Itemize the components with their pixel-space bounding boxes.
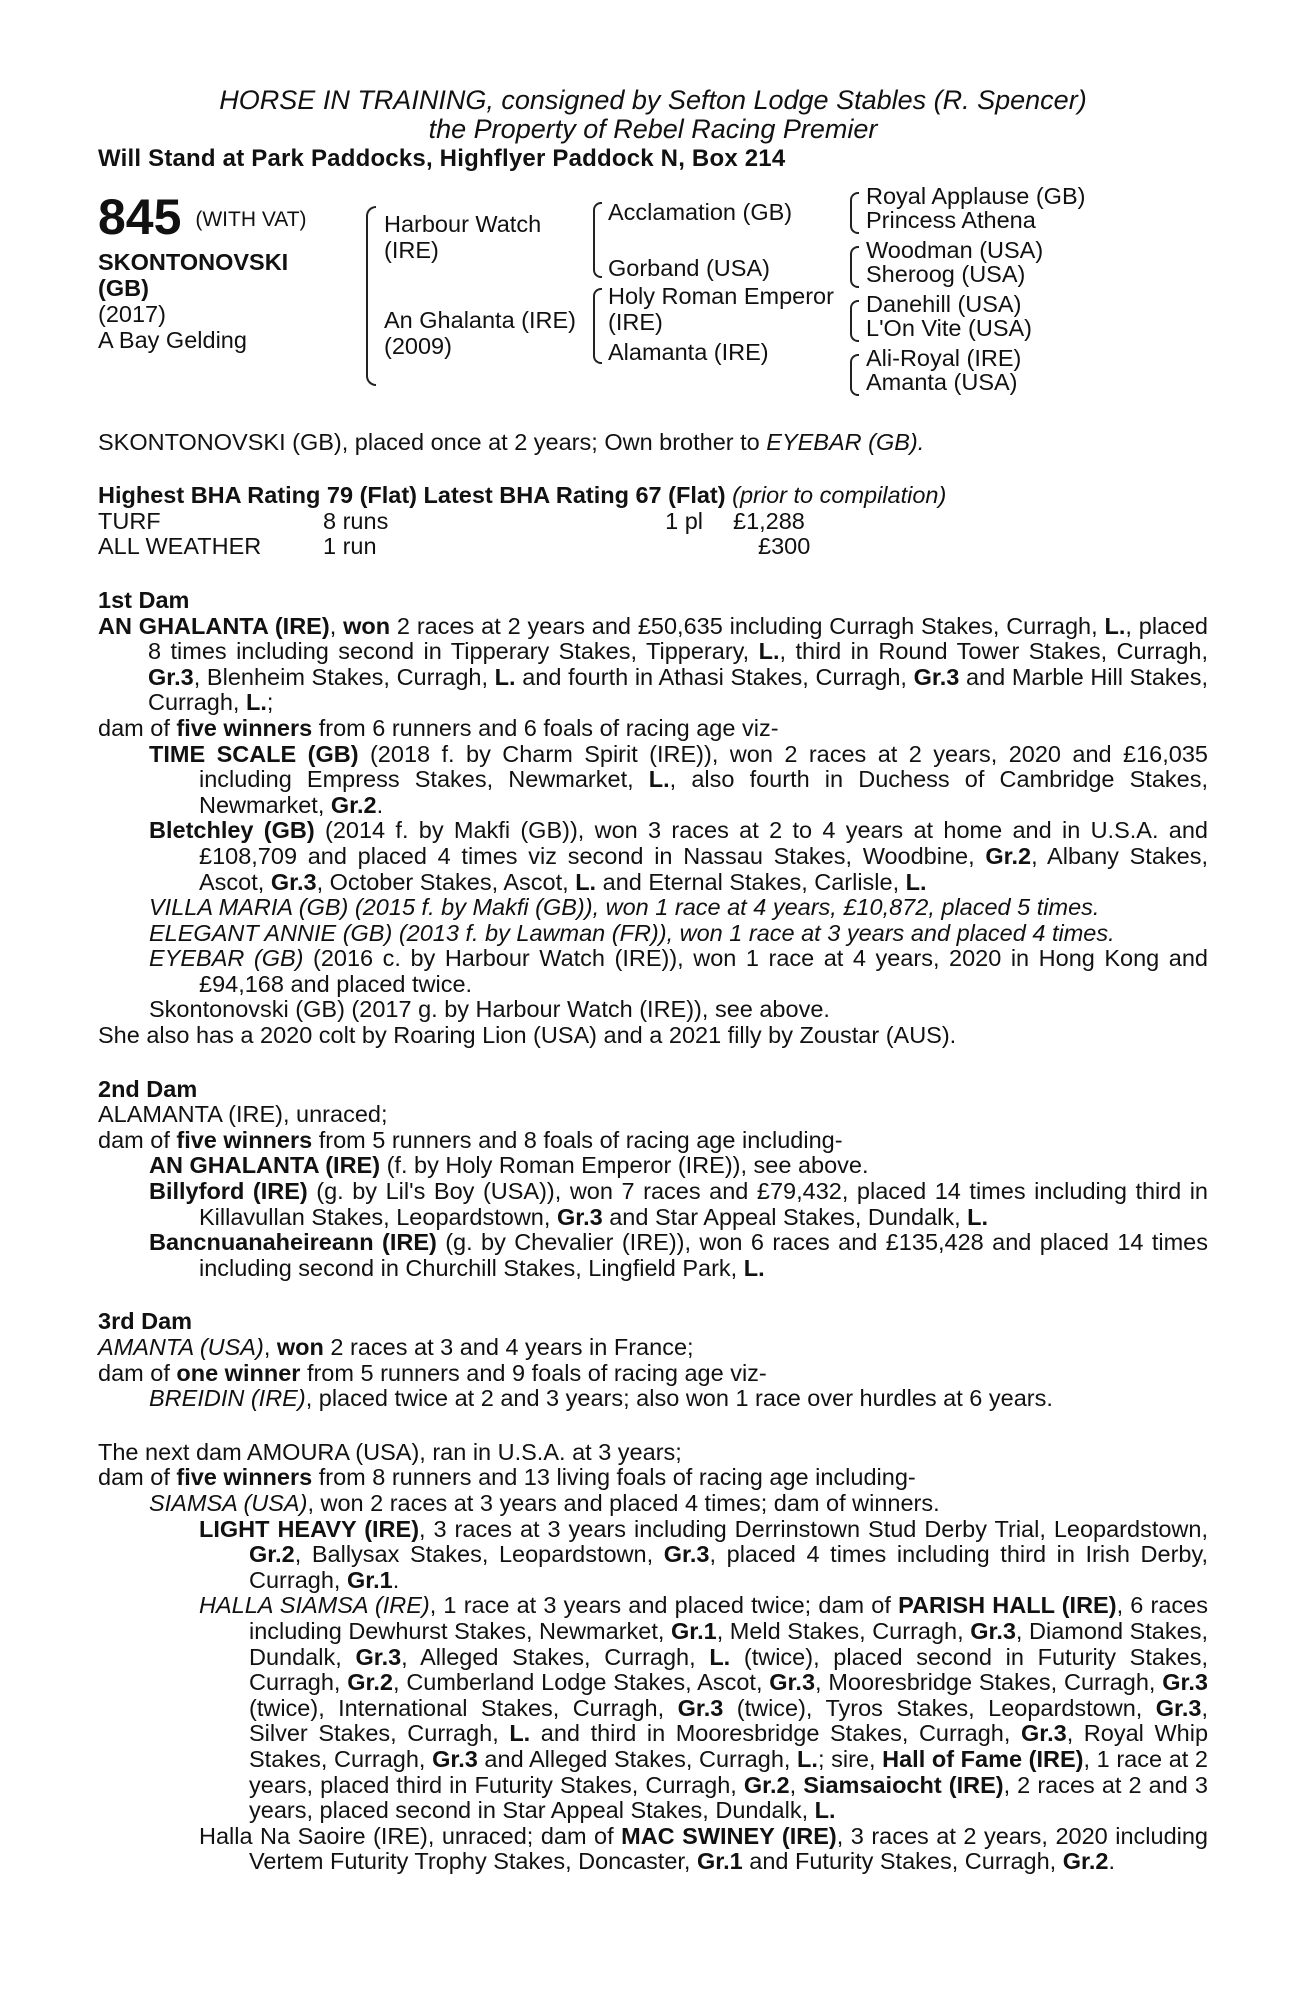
rating-note: (prior to compilation) <box>732 482 947 509</box>
first-dam-produce-line: dam of five winners from 6 runners and 6 foals of racing age viz- <box>98 714 779 741</box>
produce-villa-maria: VILLA MARIA (GB) (2015 f. by Makfi (GB)), won 1 race at 4 years, £10,872, placed 5 times. <box>149 894 1100 921</box>
header-line-1: HORSE IN TRAINING, consigned by Sefton Lodge Stables (R. Spencer) <box>219 85 1087 115</box>
brace-1 <box>366 206 376 386</box>
third-dam-line: AMANTA (USA), won 2 races at 3 and 4 years in France; <box>98 1334 694 1360</box>
g-dds: Ali-Royal (IRE) <box>866 344 1022 371</box>
stand-location: Will Stand at Park Paddocks, Highflyer Paddock N, Box 214 <box>98 145 786 172</box>
rating-section <box>98 483 1208 560</box>
g-sds: Woodman (USA) <box>866 236 1044 263</box>
produce-billyford: Billyford (IRE) (g. by Lil's Boy (USA)), won 7 races and £79,432, placed 14 times including third in Killavullan Stakes, Leopardstown, Gr.3 and Star Appeal Stakes, Dundalk, L. <box>149 1178 1209 1230</box>
lot-number: 845 (WITH VAT) <box>98 188 307 245</box>
first-dam-record: AN GHALANTA (IRE), won 2 races at 2 years and £50,635 including Curragh Stakes, Curragh, L., placed 8 times including second in Tipperary Stakes, Tipperary, L., third in Round Tower Stakes, Curragh, Gr.3, Blenheim Stakes, Curragh, L. and fourth in Athasi Stakes, Curragh, Gr.3 and Marble Hill Stakes, Curragh, L.; <box>98 612 1208 716</box>
brace-3 <box>593 288 602 364</box>
g-dsd: L'On Vite (USA) <box>866 314 1033 341</box>
rating-text: Highest BHA Rating 79 (Flat) Latest BHA Rating 67 (Flat) <box>98 482 726 509</box>
first-dam-heading: 1st Dam <box>98 586 190 613</box>
horse-description: A Bay Gelding <box>98 326 247 353</box>
produce-time-scale: TIME SCALE (GB) (2018 f. by Charm Spirit (IRE)), won 2 races at 2 years, 2020 and £16,035 including Empress Stakes, Newmarket, L., also fourth in Duchess of Cambridge Stakes, Newmarket, Gr.2. <box>149 740 1208 818</box>
next-dam-line: The next dam AMOURA (USA), ran in U.S.A. at 3 years; <box>98 1438 682 1465</box>
second-dam-section <box>98 1077 1208 1282</box>
produce-halla-na-saoire: Halla Na Saoire (IRE), unraced; dam of MAC SWINEY (IRE), 3 races at 2 years, 2020 including Vertem Futurity Trophy Stakes, Doncaster, Gr.1 and Futurity Stakes, Curragh, Gr.2. <box>199 1822 1208 1875</box>
produce-skontonovski: Skontonovski (GB) (2017 g. by Harbour Watch (IRE)), see above. <box>149 996 830 1023</box>
horse-country: (GB) <box>98 274 149 301</box>
dam-sire: Holy Roman Emperor <box>608 282 834 309</box>
second-dam-produce-line: dam of five winners from 5 runners and 8 foals of racing age including- <box>98 1126 843 1153</box>
third-dam-heading: 3rd Dam <box>98 1308 193 1335</box>
next-dam-section <box>98 1440 1208 1875</box>
second-dam-heading: 2nd Dam <box>98 1075 198 1102</box>
vat-note: (WITH VAT) <box>195 207 307 231</box>
record-row-turf: TURF 8 runs 1 pl £1,288 <box>98 507 805 534</box>
brace-7 <box>850 354 859 396</box>
brace-5 <box>850 246 859 288</box>
sire-sire: Acclamation (GB) <box>608 198 793 225</box>
produce-eyebar: EYEBAR (GB) (2016 c. by Harbour Watch (IRE)), won 1 race at 4 years, 2020 in Hong Kong and £94,168 and placed twice. <box>149 945 1208 997</box>
g-sdd: Sheroog (USA) <box>866 260 1026 287</box>
record-row-aw: ALL WEATHER 1 run £300 <box>98 533 811 560</box>
header-line-2: the Property of Rebel Racing Premier <box>428 114 878 144</box>
sire: Harbour Watch <box>384 210 542 237</box>
produce-an-ghalanta: AN GHALANTA (IRE) (f. by Holy Roman Emperor (IRE)), see above. <box>149 1152 869 1179</box>
sire-dam: Gorband (USA) <box>608 254 770 281</box>
next-dam-produce-line: dam of five winners from 8 runners and 13 living foals of racing age including- <box>98 1464 916 1491</box>
dam-sire-country: (IRE) <box>608 308 663 335</box>
sire-country: (IRE) <box>384 236 439 263</box>
g-dss: Danehill (USA) <box>866 290 1022 317</box>
g-ssd: Princess Athena <box>866 206 1036 233</box>
brace-4 <box>850 192 859 234</box>
produce-light-heavy: LIGHT HEAVY (IRE), 3 races at 3 years including Derrinstown Stud Derby Trial, Leopardstown, Gr.2, Ballysax Stakes, Leopardstown, Gr.3, placed 4 times including third in Irish Derby, Curragh, Gr.1. <box>199 1515 1209 1593</box>
third-dam-section <box>98 1309 1208 1411</box>
brace-6 <box>850 300 859 342</box>
horse-name: SKONTONOVSKI <box>98 248 289 275</box>
summary: SKONTONOVSKI (GB), placed once at 2 years; Own brother to EYEBAR (GB). <box>98 428 925 455</box>
dam-dam: Alamanta (IRE) <box>608 338 769 365</box>
pedigree-table <box>98 180 1208 430</box>
produce-siamsa: SIAMSA (USA), won 2 races at 3 years and placed 4 times; dam of winners. <box>149 1489 940 1516</box>
dam-year: (2009) <box>384 332 452 359</box>
brace-2 <box>593 202 602 278</box>
catalogue-page <box>98 86 1208 1875</box>
first-dam-section <box>98 588 1208 1049</box>
produce-bancnuanaheireann: Bancnuanaheireann (IRE) (g. by Chevalier (IRE)), won 6 races and £135,428 and placed 14 times including second in Churchill Stakes, Lingfield Park, L. <box>149 1229 1208 1281</box>
horse-year: (2017) <box>98 300 166 327</box>
g-sss: Royal Applause (GB) <box>866 182 1086 209</box>
produce-halla-siamsa: HALLA SIAMSA (IRE), 1 race at 3 years and placed twice; dam of PARISH HALL (IRE), 6 races including Dewhurst Stakes, Newmarket, Gr.1, Meld Stakes, Curragh, Gr.3, Diamond Stakes, Dundalk, Gr.3, Alleged Stakes, Curragh, L. (twice), placed second in Futurity Stakes, Curragh, Gr.2, Cumberland Lodge Stakes, Ascot, Gr.3, Mooresbridge Stakes, Curragh, Gr.3 (twice), International Stakes, Curragh, Gr.3 (twice), Tyros Stakes, Leopardstown, Gr.3, Silver Stakes, Curragh, L. and third in Mooresbridge Stakes, Curragh, Gr.3, Royal Whip Stakes, Curragh, Gr.3 and Alleged Stakes, Curragh, L.; sire, Hall of Fame (IRE), 1 race at 2 years, placed third in Futurity Stakes, Curragh, Gr.2, Siamsaiocht (IRE), 2 races at 2 and 3 years, placed second in Star Appeal Stakes, Dundalk, L. <box>199 1592 1209 1824</box>
first-dam-also: She also has a 2020 colt by Roaring Lion (USA) and a 2021 filly by Zoustar (AUS). <box>98 1022 957 1049</box>
produce-elegant-annie: ELEGANT ANNIE (GB) (2013 f. by Lawman (FR)), won 1 race at 3 years and placed 4 times. <box>149 919 1115 946</box>
second-dam-line: ALAMANTA (IRE), unraced; <box>98 1101 388 1128</box>
produce-breidin: BREIDIN (IRE), placed twice at 2 and 3 years; also won 1 race over hurdles at 6 years. <box>149 1385 1053 1412</box>
g-ddd: Amanta (USA) <box>866 368 1018 395</box>
produce-bletchley: Bletchley (GB) (2014 f. by Makfi (GB)), won 3 races at 2 to 4 years at home and in U.S.A. and £108,709 and placed 4 times viz second in Nassau Stakes, Woodbine, Gr.2, Albany Stakes, Ascot, Gr.3, October Stakes, Ascot, L. and Eternal Stakes, Carlisle, L. <box>149 817 1208 895</box>
dam: An Ghalanta (IRE) <box>384 306 577 333</box>
third-dam-produce-line: dam of one winner from 5 runners and 9 foals of racing age viz- <box>98 1359 767 1386</box>
